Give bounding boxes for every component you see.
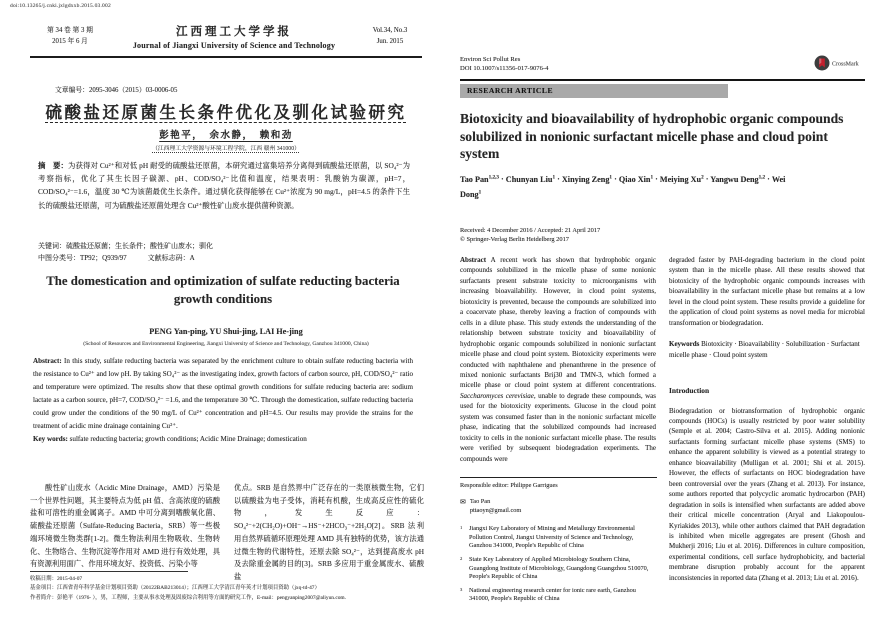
column-right (669, 255, 865, 583)
journal-name-cn: 江西理工大学学报 (176, 26, 292, 38)
author-separator: · (703, 174, 711, 184)
keywords-label: Keywords (669, 340, 700, 349)
affiliation-number: 1 (460, 524, 463, 530)
received-accepted-line: Received: 4 December 2016 / Accepted: 21 April 2017 (460, 227, 601, 234)
footnotes-cn (30, 575, 424, 603)
received-date-cn: 收稿日期：2015-04-07 (30, 576, 83, 582)
abstract-part2: , unable to degrade these compounds, was used for the biotoxicity experiments. Glucose in the cloud point system was consumed faster than in the nonionic surfactant micelle phase, indicating that the solubilized compounds had increased toxicity to cells in the nonionic surfactant micelle phase. The results were verified by subsequent biodegradation experiments. The compounds were (460, 391, 656, 463)
footnote-divider (30, 571, 188, 572)
author-name: Meiying Xu$^2$ (659, 174, 704, 184)
article-number: 文章编号：2095-3046（2015）03-0006-05 (55, 87, 178, 94)
date-cn: 2015 年 6 月 (52, 37, 88, 45)
date-en: Jun. 2015 (376, 37, 404, 45)
article-type-banner: RESEARCH ARTICLE (460, 84, 728, 98)
corresponding-author-block (460, 498, 657, 516)
envelope-icon: ✉ (460, 498, 466, 507)
author-bio-cn: 作者简介：彭艳平（1976- ），男，工程师，主要从事水处理及固废综合利用等方面的研究工作，E-mail：pengyanping2007@aliyun.com. (30, 594, 346, 601)
volume-cn: 第 34 卷 第 3 期 (47, 27, 93, 34)
body-columns-cn (30, 482, 424, 584)
affiliation-cn (30, 143, 422, 152)
footnote-rule (460, 477, 657, 478)
author-separator: · (498, 174, 506, 184)
author-separator: · (765, 174, 772, 184)
paper-title-cn-text: 硫酸盐还原菌生长条件优化及驯化试验研究 (45, 103, 407, 122)
clc-number-line: 中图分类号：TP92；Q939/97 文献标志码：A (38, 254, 195, 262)
paper-title: Biotoxicity and bioavailability of hydrophobic organic compounds solubilized in nonionic surfactant micelle phase and cloud point system (460, 111, 844, 161)
body-column-2: 优点。SRB 是自然界中广泛存在的一类原核微生物，它们以硫酸盐为电子受体，消耗有机酸，生成高反应性的硫化物，发生反应：SO₄²⁻+2(CH₂O)+OH⁻→HS⁻+2HCO₃⁻+2H₂O[2]。SRB 法利用自然界硫循环原理处理 AMD 具有独特的优势，该方法通过微生物的代谢特性，还原去除 SO₄²⁻，达到提高废水 pH 及去除重金属的目的[3]。SRB 多应用于重金属废水、硫酸盐 (234, 483, 424, 581)
author-name: Qiao Xin$^1$ (618, 174, 654, 184)
author-name: Chunyan Liu$^1$ (505, 174, 556, 184)
responsible-editor-line: Responsible editor: Philippe Garrigues (460, 481, 558, 489)
introduction-text: Biodegradation or biotransformation of hydrophobic organic compounds (HOCs) is usually restricted by poor water solubility (Semple et al. 2004; Castro-Silva et al. 2015). Adding nonionic surfactants forming surfactant micelle phase systems (SMS) to enhance the apparent solubility is viewed as a potential strategy to enhance bioavailability (Mulligan et al. 2001; Shi et al. 2015). However, the effects of surfactants on HOC biodegradation have been controversial over the years (Zhang et al. 2013). For instance, some authors reported that polycyclic aromatic hydrocarbon (PAH) degradation in soils is intensified when surfactants are added above their critical micelle concentration (Aryal and Liakopoulou-Kyriakides 2013), while other authors claimed that PAH degradation is inhibited when micelle aggregates are present (Ghosh and Mukherji 2016; Liu et al. 2016). Differences in culture composition, experimental conditions, cell surface hydrophobicity, and bacterial membrane disruption probably account for the apparent inconsistencies in reported data (Zhang et al. 2013; Liu et al. 2016). (669, 406, 865, 582)
affiliation-number: 3 (460, 586, 463, 592)
crossmark-label: CrossMark (832, 61, 859, 68)
authors-en: PENG Yan-ping, YU Shui-jing, LAI He-jing (149, 327, 303, 336)
author-name: Wei Dong$^1$ (460, 174, 786, 199)
author-name: Yangwu Deng$^{1,2}$ (710, 174, 766, 184)
affiliation-item (460, 525, 657, 551)
left-doi: doi:10.13265/j.cnki.jxlgdxxb.2015.03.002 (10, 3, 111, 9)
keywords-text: Biotoxicity · Bioavailability · Solubilization · Surfactant micelle phase · Cloud point system (669, 340, 860, 359)
corresponding-author-name: Tao Pan (469, 498, 491, 506)
keywords-en-text: sulfate reducting bacteria; growth conditions; Acidic Mine Drainage; domestication (67, 435, 307, 444)
affiliation-en: (School of Resources and Environmental Engineering, Jiangxi University of Science and Technology, Ganzhou 341000, China) (83, 341, 369, 347)
author-name: Xinying Zeng$^1$ (561, 174, 613, 184)
abstract-en-label: Abstract: (33, 357, 62, 365)
journal-name-en: Journal of Jiangxi University of Science and Technology (132, 41, 336, 50)
header-rule (460, 79, 865, 81)
paper-title-en: The domestication and optimization of sulfate reducting bacteria growth conditions (46, 274, 400, 306)
crossmark-badge[interactable] (813, 53, 865, 73)
keywords-en (33, 433, 413, 446)
doi-line: DOI 10.1007/s11356-017-9076-4 (460, 65, 549, 72)
abstract-continuation: degraded faster by PAH-degrading bacterium in the cloud point system than in the micelle phase. All these results showed that biotoxicity of the hydrophobic organic compounds increases with bioavailability in the surfactant micelle phase but remains at a low level in the cloud point system. These results provide a guideline for the application of cloud point systems as novel media for microbial transformation or biodegradation. (669, 256, 865, 327)
affiliation-text: National engineering research center for ionic rare earth, Ganzhou 341000, People's Republic of China (469, 586, 636, 603)
rp-authors-line (460, 171, 795, 201)
volume-issue-en (358, 26, 422, 47)
affiliation-item (460, 556, 657, 582)
author-separator: · (612, 174, 619, 184)
crossmark-icon (813, 53, 865, 73)
introduction-heading: Introduction (669, 386, 710, 396)
copyright-line: © Springer-Verlag Berlin Heidelberg 2017 (460, 236, 569, 243)
abstract-cn-text: 为获得对 Cu²⁺和对低 pH 耐受的硫酸盐还原菌，本研究通过富集培养分离得到硫酸盐还原菌，以 SO₄²⁻为考察指标，优化了其生长因子碳源、pH、COD/SO₄²⁻比值和温度，结果表明：乳酸钠为碳源，pH=7，COD/SO₄²⁻=1.6，温度 30 ℃为该菌最优生长条件。通过驯化获得能够在 Cu²⁺浓度为 90 mg/L，pH=4.5 的条件下生长的硫酸盐还原菌，可为硫酸盐还原菌处理含 Cu²⁺酸性矿山废水提供菌种资源。 (38, 161, 410, 210)
keywords-en-label: Key words: (33, 435, 68, 444)
journal-name: Environ Sci Pollut Res (460, 56, 521, 63)
affiliation-cn-text: （江西理工大学资源与环境工程学院，江西 赣州 341000） (152, 146, 300, 152)
author-separator: · (653, 174, 660, 184)
funding-note-cn: 基金项目：江西省青年科学基金计划项目资助（20122BAB213014）；江西理工大学清江青年英才计划项目资助（jxq-td-47） (30, 585, 320, 592)
corresponding-author (470, 498, 521, 516)
left-journal-header (30, 23, 422, 58)
paper-title-cn (30, 99, 422, 123)
abstract-en (33, 355, 413, 446)
journal-name-block (110, 23, 358, 50)
volume-issue-cn (30, 26, 110, 47)
author-name: Tao Pan$^{1,2,3}$ (460, 174, 499, 184)
authors-cn (30, 127, 422, 141)
affiliation-item (460, 587, 657, 605)
author-separator: · (555, 174, 562, 184)
corresponding-author-email[interactable]: pttaoyn@gmail.com (469, 507, 522, 515)
affiliation-text: State Key Laboratory of Applied Microbiology Southern China, Guangdong Institute of Microbiology, Guangdong Guangzhou 510070, People's Republic of China (469, 555, 649, 581)
abstract-part1: A recent work has shown that hydrophobic organic compounds solubilized in the micelle phase of some nonionic surfactants present substrate toxicity to microorganisms with increasing bioavailability. However, in cloud point systems, biotoxicity is prevented, because the compounds are solubilized into a coacervate phase, thereby leaving a fraction of compounds with cells in a dilute phase. This study extends the understanding of the relationship between substrate toxicity and bioavailability of hydrophobic organic compounds solubilized in nonionic surfactant micelle phase and cloud point system. Biotoxicity experiments were conducted with naphthalene and phenanthrene in the presence of mixed nonionic surfactants Brij30 and TMN-3, which formed a micelle phase or cloud point system at different concentrations. (460, 256, 656, 390)
first-page-footnote-block (460, 477, 657, 609)
abstract-species-italic: Saccharomyces cerevisiae (460, 391, 534, 400)
authors-cn-text: 彭艳平， 余水静， 赖和劲 (159, 131, 293, 141)
abstract-label: Abstract (460, 256, 487, 264)
right-page-springer-paper (448, 0, 877, 620)
abstract-cn-label: 摘 要： (38, 161, 68, 170)
keywords-cn: 关键词：硫酸盐还原菌；生长条件；酸性矿山废水；驯化 (38, 242, 213, 250)
keywords-line (669, 339, 865, 360)
rp-affiliations (460, 525, 657, 604)
body-column-1: 酸性矿山废水（Acidic Mine Drainage，AMD）污染是一个世界性问题，其主要特点为低 pH 值、含高浓度的硫酸盐和可溶性的重金属离子。AMD 中可分离到嗜酸氧化菌、硫酸盐还原菌（Sulfate-Reducing Bacteria，SRB）等一些极端环境微生物类群[1-2]。微生物法利用生物吸收、生物转化、生物络合、生物沉淀等作用对 AMD 进行有效处理，具有资源利用面广、作用环境友好、投资低、污染小等 (30, 483, 220, 569)
volume-en: Vol.34, No.3 (372, 27, 408, 34)
abstract-cn (38, 159, 410, 212)
abstract-en-paragraph (33, 355, 413, 432)
affiliation-text: Jiangxi Key Laboratory of Mining and Metallurgy Environmental Pollution Control, Jiangxi University of Science and Technology, Ganzhou 341000, People's Republic of China (469, 524, 635, 550)
affiliation-number: 2 (460, 555, 463, 561)
abstract-en-text: In this study, sulfate reducting bacteria was separated by the enrichment culture to obtain sulfate reducting bacteria with the resistance to Cu²⁺ and low pH. By taking SO₄²⁻ as the investigating index, growth factors of carbon source, pH, COD/SO₄²⁻ ratio and temperature were optimized. The results show that these optimal growth conditions for sulfate reducing bacteria are: sodium lactate as a carbon source, pH=7, COD/SO₄²⁻ =1.6, and the temperature 30 ℃. Through the domestication, sulfate reducting bacteria could grow under the conditions of the 90 mg/L of Cu²⁺ concentration and pH=4.5. Our results may provide the strains for the treatment of acidic mine drainage containing Cu²⁺. (33, 357, 413, 430)
